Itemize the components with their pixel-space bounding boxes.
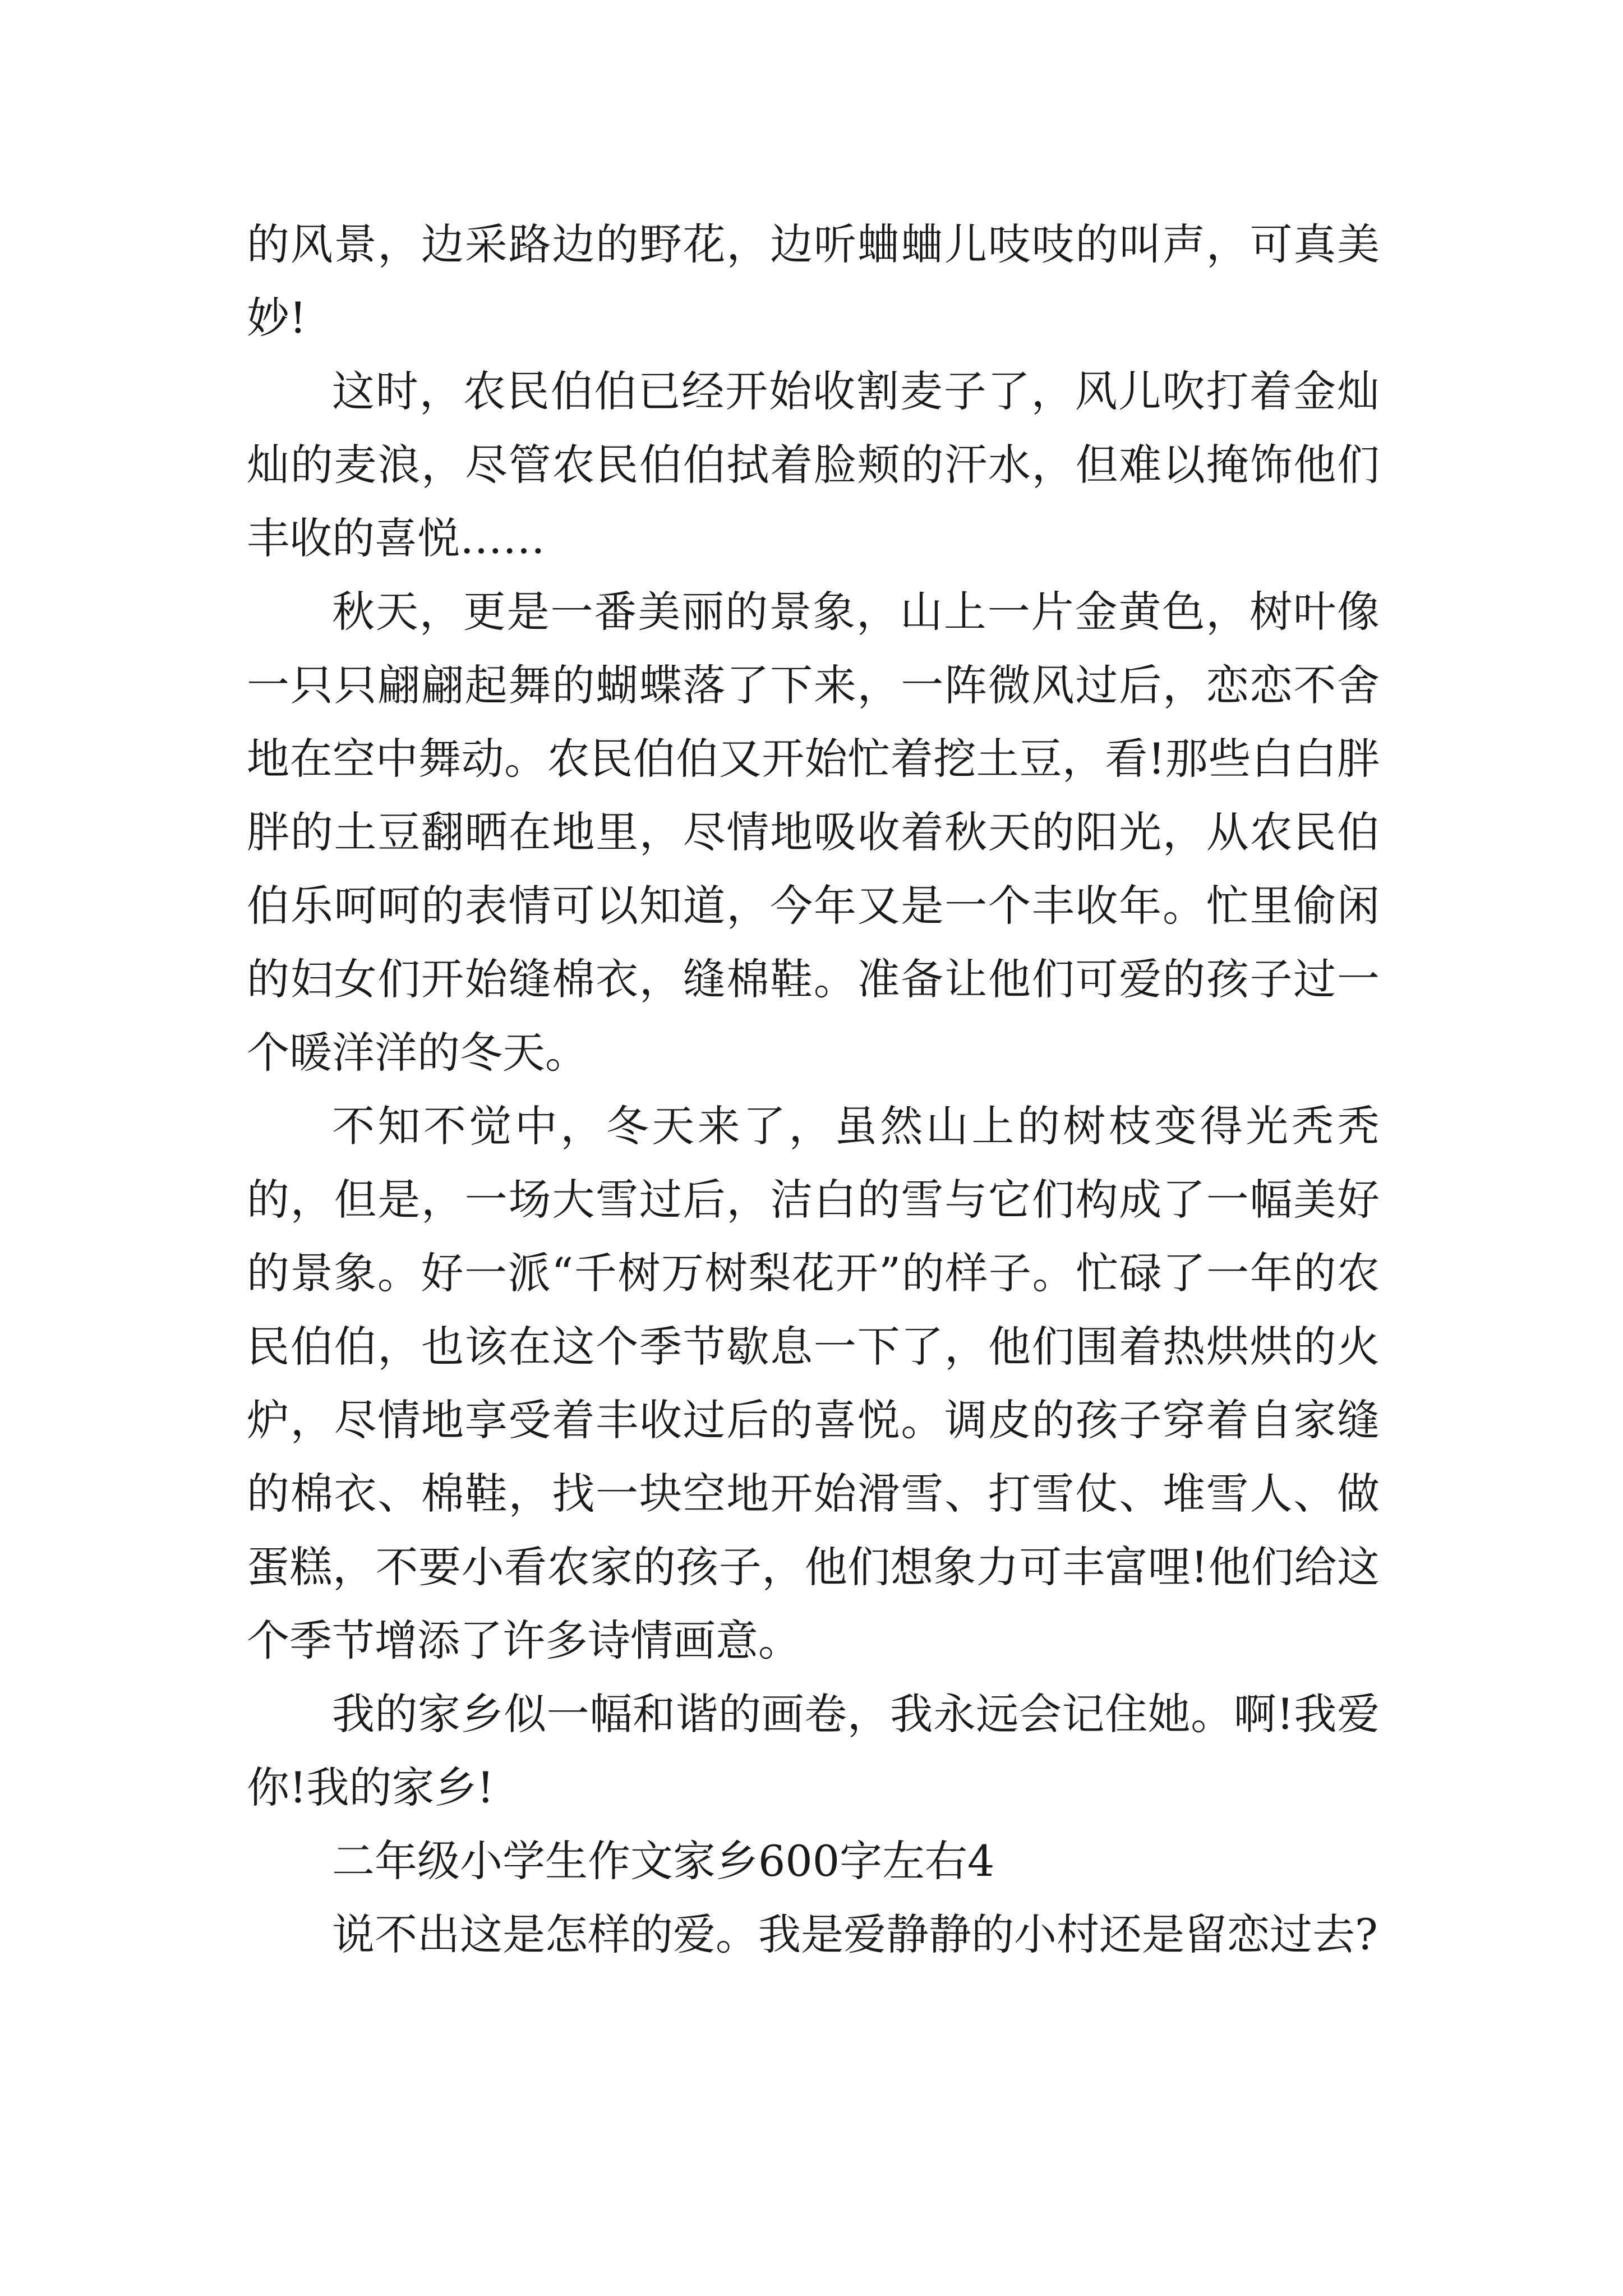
- section-heading: 二年级小学生作文家乡600字左右4: [332, 1836, 995, 1886]
- paragraph-3: 秋天，更是一番美丽的景象，山上一片金黄色，树叶像一只只翩翩起舞的蝴蝶落了下来，一阵微风过后，恋恋不舍地在空中舞动。农民伯伯又开始忙着挖土豆，看!那些白白胖胖的土豆翻晒在地里，尽情地吸收着秋天的阳光，从农民伯伯乐呵呵的表情可以知道，今年又是一个丰收年。忙里偷闲的妇女们开始缝棉衣，缝棉鞋。准备让他们可爱的孩子过一个暖洋洋的冬天。: [247, 587, 1380, 1078]
- paragraph-1: 的风景，边采路边的野花，边听蛐蛐儿吱吱的叫声，可真美妙!: [247, 219, 1380, 343]
- paragraph-5: 我的家乡似一幅和谐的画卷，我永远会记住她。啊!我爱你!我的家乡!: [247, 1689, 1380, 1812]
- paragraph-4: 不知不觉中，冬天来了，虽然山上的树枝变得光秃秃的，但是，一场大雪过后，洁白的雪与它们构成了一幅美好的景象。好一派“千树万树梨花开”的样子。忙碌了一年的农民伯伯，也该在这个季节歇息一下了，他们围着热烘烘的火炉，尽情地享受着丰收过后的喜悦。调皮的孩子穿着自家缝的棉衣、棉鞋，找一块空地开始滑雪、打雪仗、堆雪人、做蛋糕，不要小看农家的孩子，他们想象力可丰富哩!他们给这个季节增添了许多诗情画意。: [247, 1101, 1380, 1665]
- document-page: [247, 208, 1380, 1971]
- paragraph-6: 说不出这是怎样的爱。我是爱静静的小村还是留恋过去?: [332, 1910, 1378, 1959]
- paragraph-2: 这时，农民伯伯已经开始收割麦子了，风儿吹打着金灿灿的麦浪，尽管农民伯伯拭着脸颊的汗水，但难以掩饰他们丰收的喜悦……: [247, 366, 1380, 563]
